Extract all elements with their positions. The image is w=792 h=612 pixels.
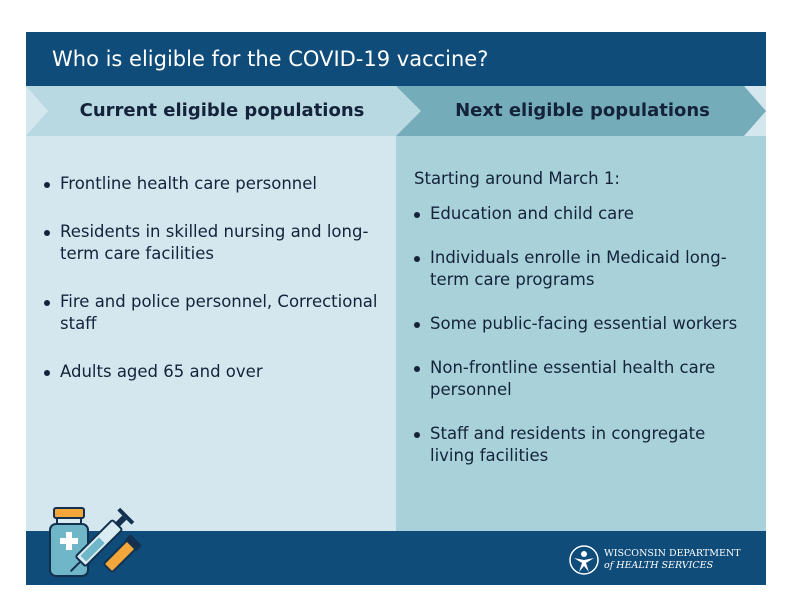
infographic-card: [26, 32, 766, 585]
list-item: Adults aged 65 and over: [44, 361, 379, 383]
vaccine-syringe-icon: [48, 496, 148, 580]
next-populations-list: [414, 203, 749, 489]
logo-line-1: WISCONSIN DEPARTMENT: [604, 548, 741, 559]
list-item: Some public-facing essential workers: [414, 313, 749, 335]
logo-line-2-prefix: of: [604, 560, 614, 571]
dhs-logo: [568, 544, 758, 576]
list-item: Education and child care: [414, 203, 749, 225]
list-item: Individuals enrolle in Medicaid long-term care programs: [414, 247, 749, 291]
dhs-emblem-icon: [568, 544, 600, 576]
current-populations-list: [44, 173, 379, 409]
logo-line-2-text: HEALTH SERVICES: [616, 560, 714, 571]
logo-line-2: [604, 560, 741, 572]
dhs-logo-text: [604, 548, 741, 572]
list-item: Non-frontline essential health care personnel: [414, 357, 749, 401]
next-heading: Next eligible populations: [455, 100, 710, 121]
next-intro: Starting around March 1:: [414, 169, 620, 188]
list-item: Fire and police personnel, Correctional staff: [44, 291, 379, 335]
current-populations-panel: [26, 136, 396, 531]
page-title: Who is eligible for the COVID-19 vaccine?: [26, 32, 766, 86]
next-populations-panel: [396, 136, 766, 531]
list-item: Staff and residents in congregate living facilities: [414, 423, 749, 467]
list-item: Residents in skilled nursing and long-term care facilities: [44, 221, 379, 265]
list-item: Frontline health care personnel: [44, 173, 379, 195]
current-heading: Current eligible populations: [79, 100, 365, 121]
